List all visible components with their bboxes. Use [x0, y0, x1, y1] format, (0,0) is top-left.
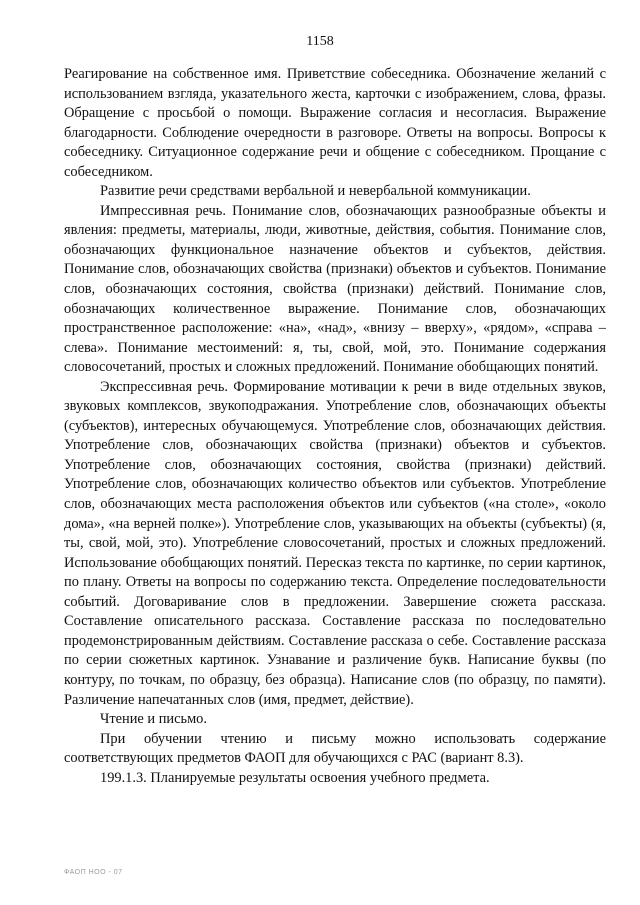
- paragraph-expressive-speech: Экспрессивная речь. Формирование мотивации к речи в виде отдельных звуков, звуковых комплексов, звукоподражания. Употребление слов, обозначающих объекты (субъектов), интересных обучающемуся. Употребление слов, обозначающих действия. Употребление слов, обозначающих свойства (признаки) объектов и субъектов. Употребление слов, обозначающих состояния, свойства (признаки) действий. Употребление слов, обозначающих количество объектов или субъектов. Употребление слов, обозначающих места расположения объектов или субъектов («на столе», «около дома», «на верней полке»). Употребление слов, указывающих на объекты (субъекты) (я, ты, свой, мой, это). Употребление словосочетаний, простых и сложных предложений. Использование обобщающих понятий. Пересказ текста по картинке, по серии картинок, по плану. Ответы на вопросы по содержанию текста. Определение последовательности событий. Договаривание слов в предложении. Завершение сюжета рассказа. Составление описательного рассказа. Составление рассказа по последовательно продемонстрированным действиям. Составление рассказа о себе. Составление рассказа по серии сюжетных картинок. Узнавание и различение букв. Написание буквы (по контуру, по точкам, по образцу, без образца). Написание слов (по образцу, по памяти). Различение напечатанных слов (имя, предмет, действие).: [64, 378, 606, 708]
- paragraph-reading-writing-content: При обучении чтению и письму можно использовать содержание соответствующих предметов ФАОП для обучающихся с РАС (вариант 8.3).: [64, 730, 606, 767]
- footer-document-code: ФАОП НОО - 07: [64, 869, 123, 876]
- paragraph-communication-skills: Реагирование на собственное имя. Приветствие собеседника. Обозначение желаний с использованием взгляда, указательного жеста, карточки с изображением, слова, фразы. Обращение с просьбой о помощи. Выражение согласия и несогласия. Выражение благодарности. Соблюдение очередности в разговоре. Ответы на вопросы. Вопросы к собеседнику. Ситуационное содержание речи и общение с собеседником. Прощание с собеседником.: [64, 66, 606, 180]
- page-number: 1158: [306, 34, 334, 49]
- document-body: [64, 65, 606, 788]
- paragraph-reading-writing-heading: Чтение и письмо.: [100, 711, 207, 728]
- paragraph-speech-development-heading: Развитие речи средствами вербальной и невербальной коммуникации.: [100, 183, 531, 200]
- paragraph-section-199-1-3: 199.1.3. Планируемые результаты освоения учебного предмета.: [100, 769, 490, 786]
- paragraph-impressive-speech: Импрессивная речь. Понимание слов, обозначающих разнообразные объекты и явления: предметы, материалы, люди, животные, действия, события. Понимание слов, обозначающих функциональное назначение объектов и субъектов, действия. Понимание слов, обозначающих свойства (признаки) объектов и субъектов. Понимание слов, обозначающих состояния, свойства (признаки) действий. Понимание слов, обозначающих количественное выражение. Понимание слов, обозначающих пространственное расположение: «на», «над», «внизу – вверху», «рядом», «справа – слева». Понимание местоимений: я, ты, свой, мой, это. Понимание содержания словосочетаний, простых и сложных предложений. Понимание обобщающих понятий.: [64, 202, 606, 376]
